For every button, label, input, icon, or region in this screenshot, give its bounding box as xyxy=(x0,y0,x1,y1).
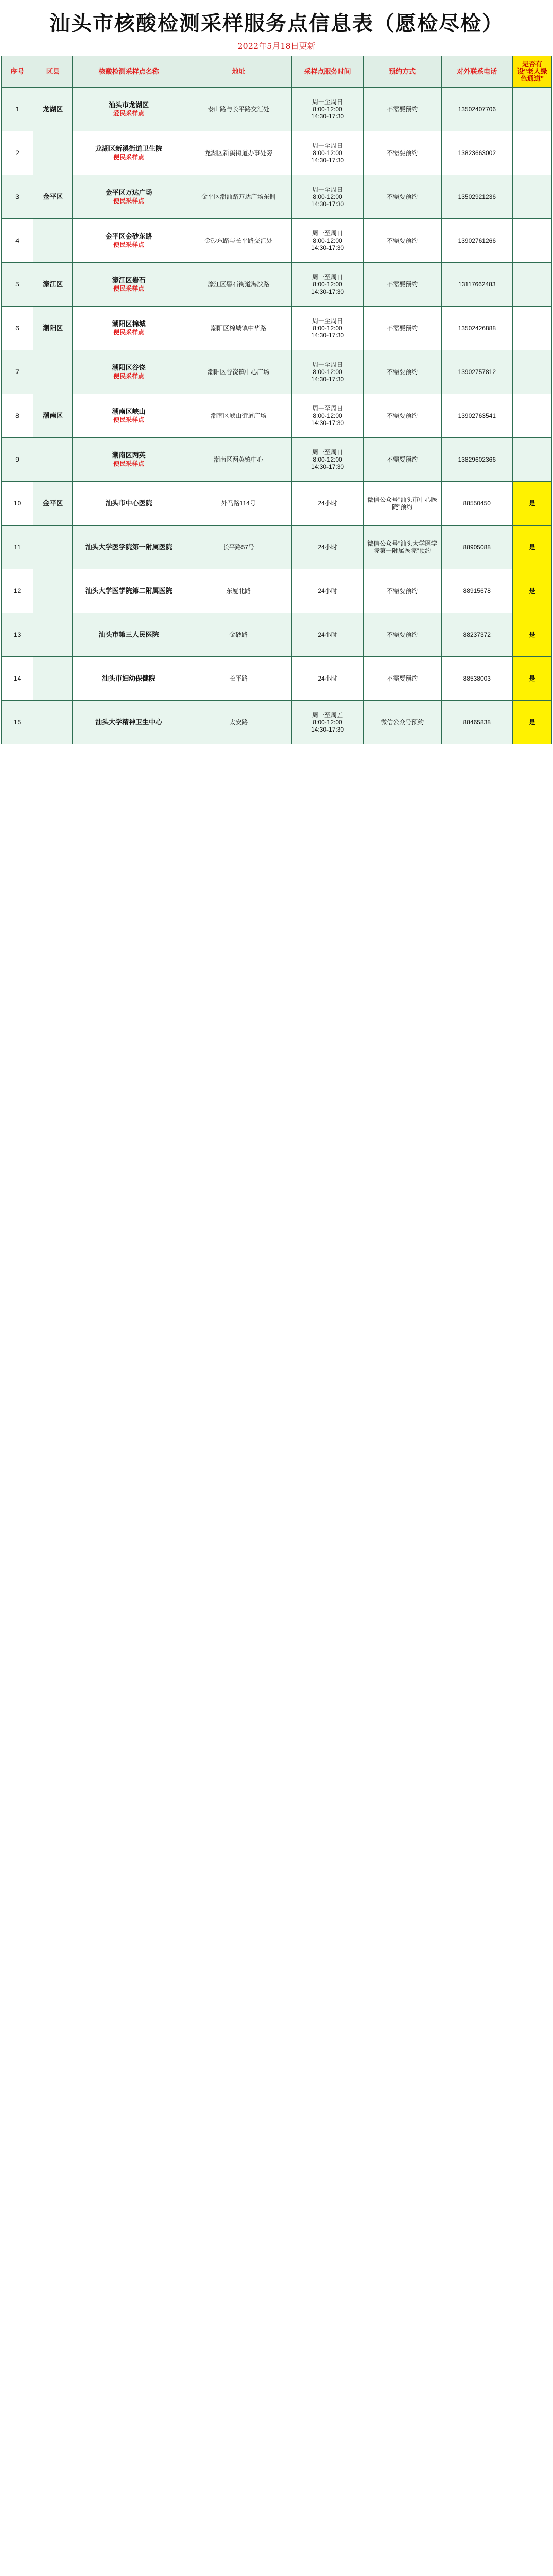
row-address: 金平区潮汕路万达广场东侧 xyxy=(185,175,292,219)
site-name-text: 汕头大学精神卫生中心 xyxy=(95,718,163,726)
site-name-text: 潮阳区棉城 xyxy=(112,320,146,328)
site-tag: 便民采样点 xyxy=(113,241,145,248)
row-phone: 88550450 xyxy=(441,482,512,526)
table-row xyxy=(2,131,552,175)
row-service-time: 周一至周五 8:00-12:00 14:30-17:30 xyxy=(292,701,363,744)
row-number: 11 xyxy=(2,526,33,569)
row-phone: 88915678 xyxy=(441,569,512,613)
table-row xyxy=(2,526,552,569)
table-row xyxy=(2,569,552,613)
row-phone: 88465838 xyxy=(441,701,512,744)
update-date: 2022年5月18日更新 xyxy=(237,41,316,51)
row-booking: 不需要预约 xyxy=(363,438,441,482)
row-number: 10 xyxy=(2,482,33,526)
row-district xyxy=(33,526,73,569)
row-site-name xyxy=(73,526,185,569)
row-booking: 不需要预约 xyxy=(363,657,441,701)
site-name-text: 汕头市中心医院 xyxy=(105,499,152,507)
site-name-text: 龙湖区新溪街道卫生院 xyxy=(95,145,163,152)
row-district xyxy=(33,438,73,482)
header xyxy=(1,0,552,52)
site-name-text: 潮阳区谷饶 xyxy=(112,364,146,371)
row-site-name xyxy=(73,263,185,307)
row-booking: 不需要预约 xyxy=(363,88,441,131)
row-booking: 微信公众号"汕头大学医学院第一附属医院"预约 xyxy=(363,526,441,569)
row-booking: 不需要预约 xyxy=(363,613,441,657)
row-number: 3 xyxy=(2,175,33,219)
row-address: 潮南区峡山街道广场 xyxy=(185,394,292,438)
row-green-channel xyxy=(512,219,551,263)
site-tag: 便民采样点 xyxy=(113,154,145,161)
row-booking: 不需要预约 xyxy=(363,175,441,219)
table-row xyxy=(2,394,552,438)
row-number: 15 xyxy=(2,701,33,744)
row-district xyxy=(33,657,73,701)
site-tag: 便民采样点 xyxy=(113,329,145,336)
row-site-name xyxy=(73,657,185,701)
row-address: 金砂路 xyxy=(185,613,292,657)
row-booking: 不需要预约 xyxy=(363,307,441,350)
row-green-channel xyxy=(512,350,551,394)
site-tag: 便民采样点 xyxy=(113,372,145,380)
row-service-time: 24小时 xyxy=(292,613,363,657)
row-number: 5 xyxy=(2,263,33,307)
row-district: 潮南区 xyxy=(33,394,73,438)
row-address: 潮阳区棉城镇中华路 xyxy=(185,307,292,350)
site-name-text: 金平区金砂东路 xyxy=(105,232,152,240)
site-name-text: 潮南区两英 xyxy=(112,451,146,459)
row-phone: 13117662483 xyxy=(441,263,512,307)
row-district: 濠江区 xyxy=(33,263,73,307)
row-address: 金砂东路与长平路交汇处 xyxy=(185,219,292,263)
row-site-name xyxy=(73,569,185,613)
row-number: 6 xyxy=(2,307,33,350)
row-site-name xyxy=(73,88,185,131)
row-address: 濠江区礐石街道海滨路 xyxy=(185,263,292,307)
table-row xyxy=(2,482,552,526)
col-header-address: 地址 xyxy=(185,56,292,88)
row-district xyxy=(33,613,73,657)
row-address: 太安路 xyxy=(185,701,292,744)
row-phone: 88538003 xyxy=(441,657,512,701)
row-district: 金平区 xyxy=(33,482,73,526)
row-number: 14 xyxy=(2,657,33,701)
row-site-name xyxy=(73,482,185,526)
page xyxy=(0,0,553,744)
row-green-channel: 是 xyxy=(512,569,551,613)
row-address: 外马路114号 xyxy=(185,482,292,526)
row-number: 4 xyxy=(2,219,33,263)
row-green-channel xyxy=(512,438,551,482)
row-booking: 不需要预约 xyxy=(363,394,441,438)
site-tag: 爱民采样点 xyxy=(113,110,145,117)
row-number: 2 xyxy=(2,131,33,175)
row-phone: 88905088 xyxy=(441,526,512,569)
site-name-text: 汕头大学医学院第二附属医院 xyxy=(85,587,172,595)
row-booking: 微信公众号"汕头市中心医院"预约 xyxy=(363,482,441,526)
row-address: 长平路 xyxy=(185,657,292,701)
row-district: 金平区 xyxy=(33,175,73,219)
row-service-time: 24小时 xyxy=(292,526,363,569)
row-green-channel: 是 xyxy=(512,613,551,657)
row-phone: 88237372 xyxy=(441,613,512,657)
row-green-channel xyxy=(512,88,551,131)
row-booking: 微信公众号预约 xyxy=(363,701,441,744)
row-address: 潮阳区谷饶镇中心广场 xyxy=(185,350,292,394)
row-number: 9 xyxy=(2,438,33,482)
row-green-channel: 是 xyxy=(512,526,551,569)
row-booking: 不需要预约 xyxy=(363,263,441,307)
col-header-time: 采样点服务时间 xyxy=(292,56,363,88)
row-service-time: 周一至周日 8:00-12:00 14:30-17:30 xyxy=(292,350,363,394)
row-site-name xyxy=(73,394,185,438)
table-row xyxy=(2,88,552,131)
row-green-channel: 是 xyxy=(512,657,551,701)
table-row xyxy=(2,350,552,394)
row-site-name xyxy=(73,175,185,219)
site-name-text: 汕头市妇幼保健院 xyxy=(102,674,156,682)
col-header-name: 核酸检测采样点名称 xyxy=(73,56,185,88)
site-tag: 便民采样点 xyxy=(113,285,145,292)
col-header-green-channel: 是否有设"老人绿色通道" xyxy=(512,56,551,88)
site-name-text: 潮南区峡山 xyxy=(112,408,146,415)
row-booking: 不需要预约 xyxy=(363,350,441,394)
site-tag: 便民采样点 xyxy=(113,197,145,205)
table-row xyxy=(2,219,552,263)
row-phone: 13823663002 xyxy=(441,131,512,175)
row-number: 13 xyxy=(2,613,33,657)
row-number: 8 xyxy=(2,394,33,438)
row-phone: 13829602366 xyxy=(441,438,512,482)
row-green-channel xyxy=(512,131,551,175)
row-phone: 13502407706 xyxy=(441,88,512,131)
row-booking: 不需要预约 xyxy=(363,131,441,175)
row-address: 东厦北路 xyxy=(185,569,292,613)
col-header-phone: 对外联系电话 xyxy=(441,56,512,88)
site-name-text: 汕头市第三人民医院 xyxy=(98,631,159,638)
sampling-sites-table xyxy=(1,56,552,744)
row-district: 潮阳区 xyxy=(33,307,73,350)
row-number: 1 xyxy=(2,88,33,131)
row-district xyxy=(33,219,73,263)
site-tag: 便民采样点 xyxy=(113,416,145,423)
table-body xyxy=(2,88,552,744)
row-booking: 不需要预约 xyxy=(363,569,441,613)
row-site-name xyxy=(73,307,185,350)
site-name-text: 汕头大学医学院第一附属医院 xyxy=(85,543,172,551)
col-header-district: 区县 xyxy=(33,56,73,88)
row-service-time: 24小时 xyxy=(292,569,363,613)
row-service-time: 周一至周日 8:00-12:00 14:30-17:30 xyxy=(292,438,363,482)
row-phone: 13502921236 xyxy=(441,175,512,219)
table-header-row xyxy=(2,56,552,88)
table-row xyxy=(2,613,552,657)
col-header-booking: 预约方式 xyxy=(363,56,441,88)
row-address: 泰山路与长平路交汇处 xyxy=(185,88,292,131)
row-service-time: 周一至周日 8:00-12:00 14:30-17:30 xyxy=(292,175,363,219)
row-number: 12 xyxy=(2,569,33,613)
row-site-name xyxy=(73,131,185,175)
row-site-name xyxy=(73,613,185,657)
row-site-name xyxy=(73,350,185,394)
row-service-time: 周一至周日 8:00-12:00 14:30-17:30 xyxy=(292,307,363,350)
row-service-time: 周一至周日 8:00-12:00 14:30-17:30 xyxy=(292,88,363,131)
row-district xyxy=(33,569,73,613)
table-row xyxy=(2,657,552,701)
row-service-time: 周一至周日 8:00-12:00 14:30-17:30 xyxy=(292,131,363,175)
site-name-text: 濠江区礐石 xyxy=(112,276,146,284)
site-tag: 便民采样点 xyxy=(113,460,145,467)
row-site-name xyxy=(73,438,185,482)
row-site-name xyxy=(73,219,185,263)
row-service-time: 周一至周日 8:00-12:00 14:30-17:30 xyxy=(292,263,363,307)
row-service-time: 24小时 xyxy=(292,657,363,701)
row-address: 龙湖区新溪街道办事处旁 xyxy=(185,131,292,175)
row-phone: 13902763541 xyxy=(441,394,512,438)
row-service-time: 周一至周日 8:00-12:00 14:30-17:30 xyxy=(292,394,363,438)
row-phone: 13902761266 xyxy=(441,219,512,263)
row-booking: 不需要预约 xyxy=(363,219,441,263)
row-district xyxy=(33,350,73,394)
row-green-channel xyxy=(512,394,551,438)
site-name-text: 金平区万达广场 xyxy=(105,189,152,196)
row-address: 长平路57号 xyxy=(185,526,292,569)
row-green-channel xyxy=(512,307,551,350)
row-phone: 13902757812 xyxy=(441,350,512,394)
row-address: 潮南区两英镇中心 xyxy=(185,438,292,482)
page-title: 汕头市核酸检测采样服务点信息表（愿检尽检） xyxy=(49,11,504,36)
row-green-channel: 是 xyxy=(512,482,551,526)
site-name-text: 汕头市龙湖区 xyxy=(109,101,149,109)
row-green-channel xyxy=(512,175,551,219)
table-row xyxy=(2,263,552,307)
row-district xyxy=(33,131,73,175)
table-row xyxy=(2,438,552,482)
row-phone: 13502426888 xyxy=(441,307,512,350)
col-header-no: 序号 xyxy=(2,56,33,88)
row-site-name xyxy=(73,701,185,744)
row-district xyxy=(33,701,73,744)
row-service-time: 周一至周日 8:00-12:00 14:30-17:30 xyxy=(292,219,363,263)
row-district: 龙湖区 xyxy=(33,88,73,131)
row-green-channel: 是 xyxy=(512,701,551,744)
table-row xyxy=(2,701,552,744)
table-row xyxy=(2,175,552,219)
row-number: 7 xyxy=(2,350,33,394)
row-service-time: 24小时 xyxy=(292,482,363,526)
table-row xyxy=(2,307,552,350)
row-green-channel xyxy=(512,263,551,307)
